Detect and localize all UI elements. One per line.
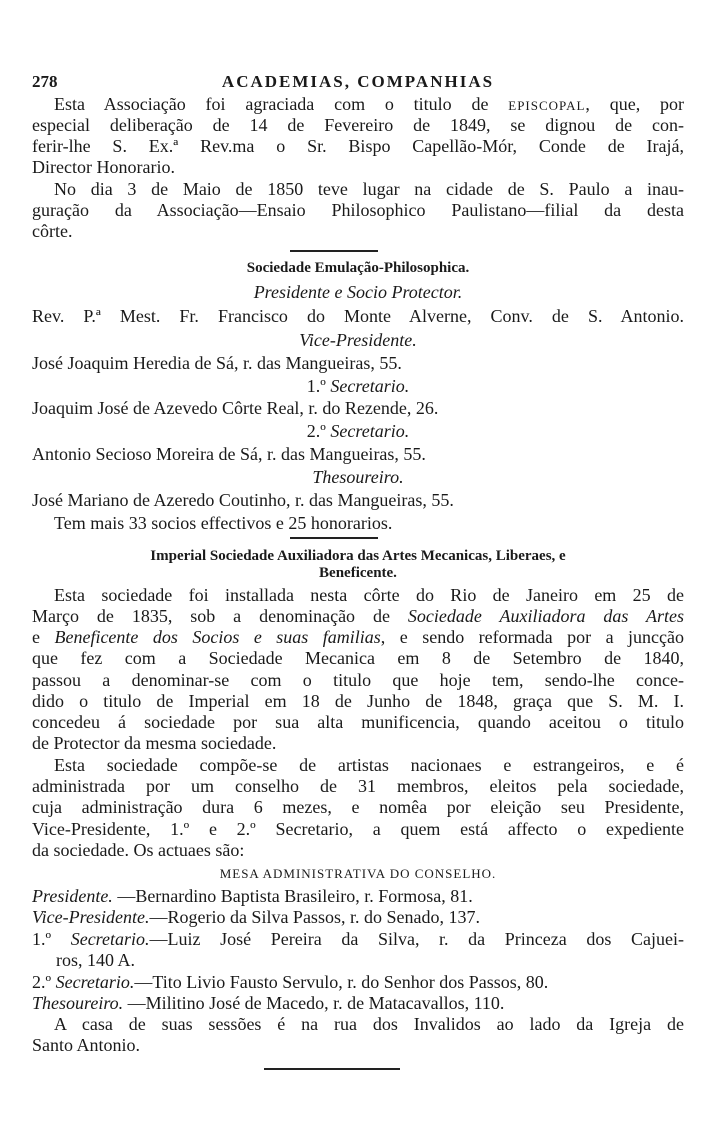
text-line	[32, 670, 684, 690]
text-run: 2.º	[306, 421, 331, 441]
text-run: 1.º	[32, 929, 71, 949]
text-line	[32, 1035, 684, 1055]
text-run: —Luiz José Pereira da Silva, r. da Princeza dos Cajuei-	[149, 929, 684, 949]
text-run: José Joaquim Heredia de Sá, r. das Mangueiras, 55.	[32, 353, 402, 373]
text-run: Esta Associação foi agraciada com o titulo de	[54, 94, 509, 114]
italic-run: Sociedade Auxiliadora das Artes	[407, 606, 684, 626]
text-line	[32, 627, 684, 647]
text-run: passou a denominar-se com o titulo que hoje tem, sendo-lhe conce-	[32, 670, 684, 690]
text-run: Director Honorario.	[32, 157, 175, 177]
text-line	[32, 886, 684, 906]
text-line	[32, 819, 684, 839]
text-run: Joaquim José de Azevedo Côrte Real, r. do Rezende, 26.	[32, 398, 439, 418]
text-line	[32, 840, 684, 860]
end-divider	[264, 1068, 400, 1070]
text-line	[32, 353, 684, 373]
text-line	[32, 733, 684, 753]
text-line	[32, 94, 684, 116]
text-line	[32, 907, 684, 927]
section-divider	[290, 250, 378, 252]
text-line	[32, 444, 684, 464]
text-run: Rev. P.ª Mest. Fr. Francisco do Monte Alverne, Conv. de S. Antonio.	[32, 306, 684, 326]
small-caps-run: EPISCOPAL	[508, 98, 586, 113]
italic-run: Presidente.	[32, 886, 113, 906]
text-line	[32, 200, 684, 220]
text-run: Esta sociedade foi installada nesta côrte do Rio de Janeiro em 25 de	[54, 585, 684, 605]
text-line	[32, 330, 684, 350]
text-line	[32, 421, 684, 441]
text-line	[32, 398, 684, 418]
text-line	[32, 258, 684, 278]
italic-run: Beneficente dos Socios e suas familias	[54, 627, 381, 647]
text-run: guração da Associação—Ensaio Philosophico Paulistano—filial da desta	[32, 200, 684, 220]
text-run: ros, 140 A.	[56, 950, 136, 970]
page-number: 278	[32, 72, 58, 91]
text-run: Esta sociedade compõe-se de artistas nacionaes e estrangeiros, e é	[54, 755, 684, 775]
text-line	[32, 282, 684, 302]
text-run: Beneficente.	[319, 565, 397, 581]
text-run: , que, por	[585, 94, 684, 114]
text-line	[32, 929, 684, 949]
text-line	[32, 972, 684, 992]
italic-run: Vice-Presidente.	[299, 330, 417, 350]
text-run: concedeu á sociedade por sua alta munificencia, quando aceitou o titulo	[32, 712, 684, 732]
text-line	[32, 376, 684, 396]
text-line	[32, 136, 684, 156]
text-run: da sociedade. Os actuaes são:	[32, 840, 245, 860]
text-line	[32, 712, 684, 732]
text-run: ferir-lhe S. Ex.ª Rev.ma o Sr. Bispo Capellão-Mór, Conde de Irajá,	[32, 136, 684, 156]
text-line	[32, 950, 684, 970]
text-line	[32, 797, 684, 817]
text-run: A casa de suas sessões é na rua dos Invalidos ao lado da Igreja de	[54, 1014, 684, 1034]
text-line	[32, 755, 684, 775]
text-line	[32, 157, 684, 177]
italic-run: Presidente e Socio Protector.	[253, 282, 463, 302]
italic-run: Secretario.	[330, 376, 410, 396]
text-run: côrte.	[32, 221, 73, 241]
text-line	[32, 1014, 684, 1034]
text-run: Antonio Secioso Moreira de Sá, r. das Mangueiras, 55.	[32, 444, 426, 464]
text-run: Imperial Sociedade Auxiliadora das Artes Mecanicas, Liberaes, e	[150, 548, 566, 564]
text-run: e	[32, 627, 55, 647]
text-run: Tem mais 33 socios effectivos e 25 honorarios.	[54, 513, 393, 533]
text-line	[32, 606, 684, 626]
text-run: —Tito Livio Fausto Servulo, r. do Senhor dos Passos, 80.	[134, 972, 549, 992]
text-run: Março de 1835, sob a denominação de	[32, 606, 408, 626]
text-run: que fez com a Sociedade Mecanica em 8 de Setembro de 1840,	[32, 648, 684, 668]
text-line	[32, 221, 684, 241]
text-run: cuja administração dura 6 mezes, e nomêa por eleição seu Presidente,	[32, 797, 684, 817]
italic-run: Thesoureiro.	[32, 993, 124, 1013]
text-run: Vice-Presidente, 1.º e 2.º Secretario, a quem está affecto o expediente	[32, 819, 684, 839]
text-line	[32, 490, 684, 510]
text-line	[32, 648, 684, 668]
text-line	[32, 563, 684, 583]
text-run: Sociedade Emulação-Philosophica.	[246, 260, 470, 276]
text-line	[32, 993, 684, 1013]
text-run: dido o titulo de Imperial em 18 de Junho de 1848, graça que S. M. I.	[32, 691, 684, 711]
text-run: Santo Antonio.	[32, 1035, 141, 1055]
running-title: ACADEMIAS, COMPANHIAS	[221, 72, 495, 91]
text-run: , e sendo reformada por a juncção	[380, 627, 684, 647]
text-line	[32, 776, 684, 796]
text-line	[32, 691, 684, 711]
text-run: 1.º	[306, 376, 331, 396]
text-run: de Protector da mesma sociedade.	[32, 733, 277, 753]
section-divider	[290, 537, 378, 539]
italic-run: Secretario.	[55, 972, 135, 992]
text-line	[32, 467, 684, 487]
text-line	[32, 585, 684, 605]
text-line	[32, 513, 684, 533]
text-line	[32, 179, 684, 199]
text-run: —Bernardino Baptista Brasileiro, r. Formosa, 81.	[112, 886, 473, 906]
text-run: 2.º	[32, 972, 56, 992]
text-run: —Rogerio da Silva Passos, r. do Senado, 137.	[149, 907, 480, 927]
text-run: MESA ADMINISTRATIVA DO CONSELHO.	[219, 866, 497, 881]
italic-run: Vice-Presidente.	[32, 907, 150, 927]
italic-run: Secretario.	[70, 929, 150, 949]
text-run: administrada por um conselho de 31 membros, eleitos pela sociedade,	[32, 776, 684, 796]
text-line	[32, 306, 684, 326]
italic-run: Thesoureiro.	[312, 467, 404, 487]
text-run: José Mariano de Azeredo Coutinho, r. das Mangueiras, 55.	[32, 490, 454, 510]
text-run: especial deliberação de 14 de Fevereiro de 1849, se dignou de con-	[32, 115, 684, 135]
text-line	[32, 864, 684, 884]
text-run: No dia 3 de Maio de 1850 teve lugar na cidade de S. Paulo a inau-	[54, 179, 684, 199]
text-line	[32, 115, 684, 135]
text-run: —Militino José de Macedo, r. de Matacavallos, 110.	[123, 993, 505, 1013]
italic-run: Secretario.	[330, 421, 410, 441]
